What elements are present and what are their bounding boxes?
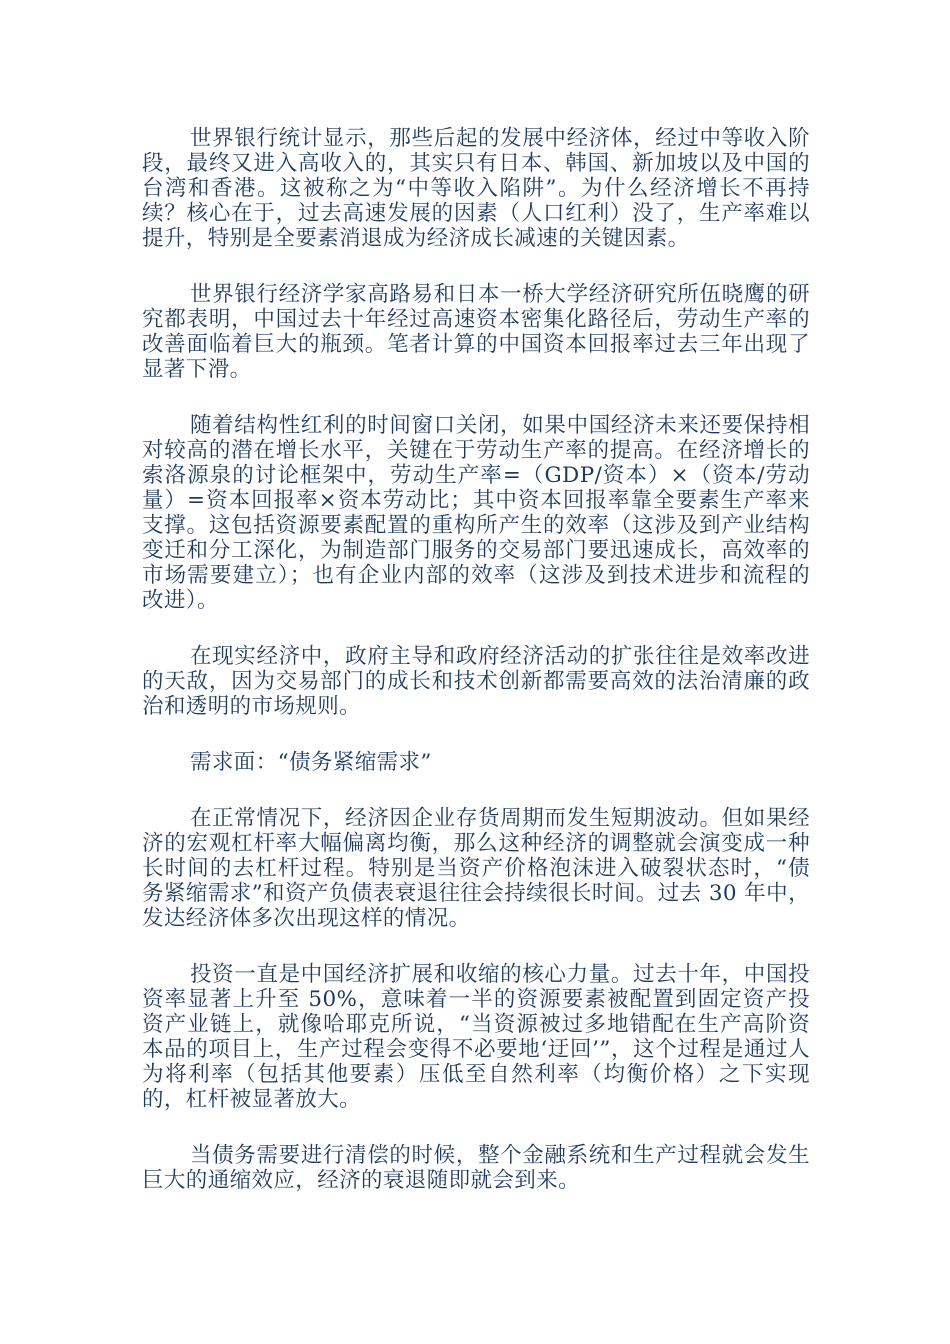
paragraph-government-efficiency: 在现实经济中，政府主导和政府经济活动的扩张往往是效率改进的天敌，因为交易部门的成长和技术创新都需要高效的法治清廉的政治和透明的市场规则。 <box>142 644 810 719</box>
paragraph-solow-framework: 随着结构性红利的时间窗口关闭，如果中国经济未来还要保持相对较高的潜在增长水平，关键在于劳动生产率的提高。在经济增长的索洛源泉的讨论框架中，劳动生产率=（GDP/资本）×（资本/劳动量）=资本回报率×资本劳动比；其中资本回报率靠全要素生产率来支撑。这包括资源要素配置的重构所产生的效率（这涉及到产业结构变迁和分工深化，为制造部门服务的交易部门要迅速成长，高效率的市场需要建立）；也有企业内部的效率（这涉及到技术进步和流程的改进）。 <box>142 413 810 613</box>
paragraph-labor-productivity-bottleneck: 世界银行经济学家高路易和日本一桥大学经济研究所伍晓鹰的研究都表明，中国过去十年经过高速资本密集化路径后，劳动生产率的改善面临着巨大的瓶颈。笔者计算的中国资本回报率过去三年出现了显著下滑。 <box>142 282 810 382</box>
paragraph-debt-repayment: 当债务需要进行清偿的时候，整个金融系统和生产过程就会发生巨大的通缩效应，经济的衰退随即就会到来。 <box>142 1143 810 1193</box>
paragraph-deleveraging: 在正常情况下，经济因企业存货周期而发生短期波动。但如果经济的宏观杠杆率大幅偏离均衡，那么这种经济的调整就会演变成一种长时间的去杠杆过程。特别是当资产价格泡沫进入破裂状态时，“债务紧缩需求”和资产负债表衰退往往会持续很长时间。过去 30 年中，发达经济体多次出现这样的情况。 <box>142 806 810 931</box>
paragraph-middle-income-trap: 世界银行统计显示，那些后起的发展中经济体，经过中等收入阶段，最终又进入高收入的，其实只有日本、韩国、新加坡以及中国的台湾和香港。这被称之为“中等收入陷阱”。为什么经济增长不再持续？核心在于，过去高速发展的因素（人口红利）没了，生产率难以提升，特别是全要素消退成为经济成长减速的关键因素。 <box>142 126 810 251</box>
paragraph-investment-rate: 投资一直是中国经济扩展和收缩的核心力量。过去十年，中国投资率显著上升至 50%，意味着一半的资源要素被配置到固定资产投资产业链上，就像哈耶克所说，“当资源被过多地错配在生产高阶资本品的项目上，生产过程会变得不必要地‘迂回’”，这个过程是通过人为将利率（包括其他要素）压低至自然利率（均衡价格）之下实现的，杠杆被显著放大。 <box>142 962 810 1112</box>
document-body <box>142 126 810 1224</box>
section-heading-debt-deflation: 需求面：“债务紧缩需求” <box>190 750 432 775</box>
